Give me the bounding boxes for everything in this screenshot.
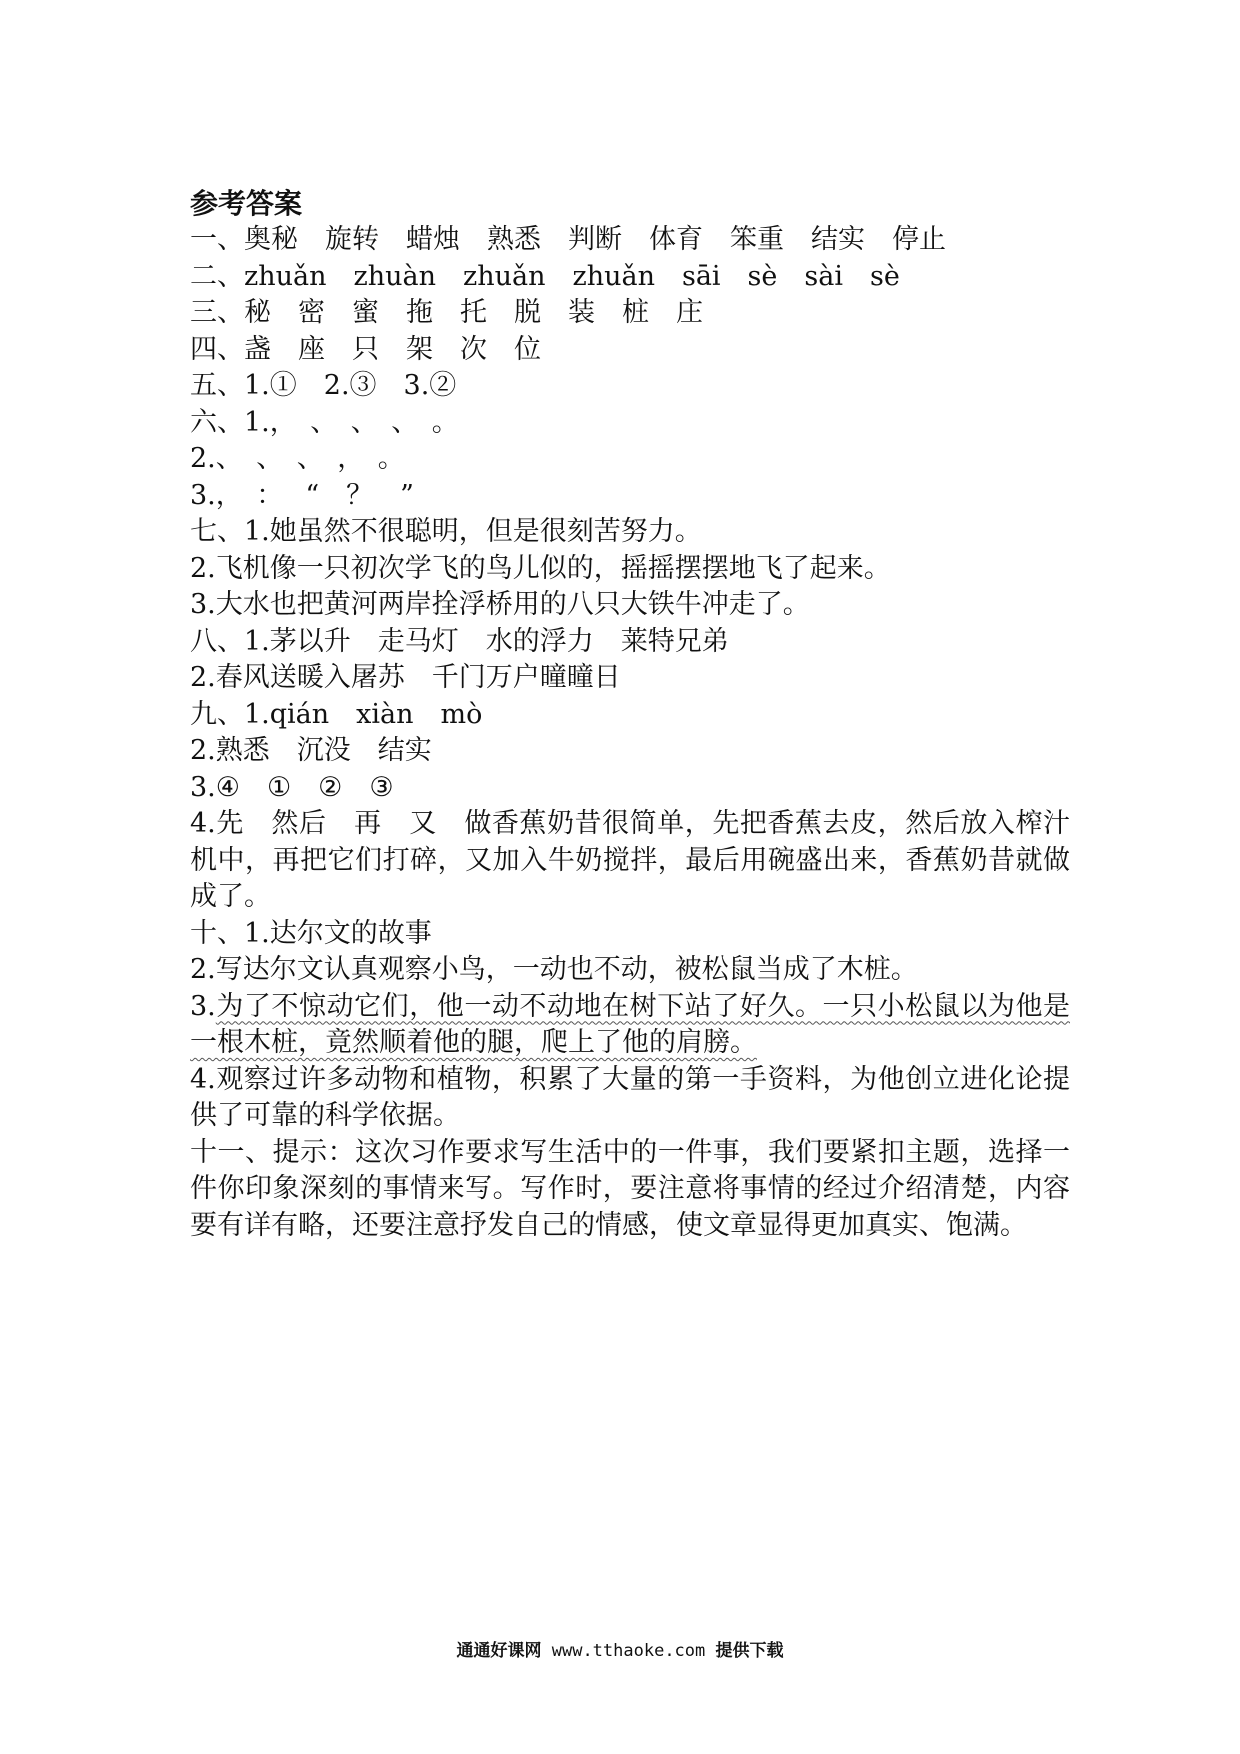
answer-paragraph: 十一、提示：这次习作要求写生活中的一件事，我们要紧扣主题，选择一件你印象深刻的事情来写。写作时，要注意将事情的经过介绍清楚，内容要有详有略，还要注意抒发自己的情感，使文章显得更加真实、饱满。 bbox=[190, 1136, 1070, 1241]
answer-line: 八、1.茅以升 走马灯 水的浮力 莱特兄弟 bbox=[190, 625, 729, 657]
answer-line: 五、1.① 2.③ 3.② bbox=[190, 370, 457, 401]
footer-url[interactable]: www.tthaoke.com bbox=[551, 1641, 706, 1661]
answer-paragraph: 4.观察过许多动物和植物，积累了大量的第一手资料，为他创立进化论提供了可靠的科学依据。 bbox=[190, 1063, 1070, 1131]
answer-line: 六、1.， 、 、 、 。 bbox=[190, 406, 459, 438]
answer-line: 2.飞机像一只初次学飞的鸟儿似的，摇摇摆摆地飞了起来。 bbox=[190, 552, 891, 584]
answer-line: 七、1.她虽然不很聪明，但是很刻苦努力。 bbox=[190, 516, 702, 547]
answer-line: 2.春风送暖入屠苏 千门万户曈曈日 bbox=[190, 662, 621, 693]
wavy-underlined-text: 为了不惊动它们，他一动不动地在树下站了好久。一只小松鼠以为他是一根木桩，竟然顺着他的腿，爬上了他的肩膀。 bbox=[190, 990, 1070, 1058]
answer-number: 3. bbox=[190, 990, 216, 1022]
answer-line: 十、1.达尔文的故事 bbox=[190, 917, 432, 949]
footer-suffix: 提供下载 bbox=[715, 1641, 784, 1661]
answer-key-body bbox=[190, 186, 1070, 1244]
answer-line: 2.写达尔文认真观察小鸟，一动也不动，被松鼠当成了木桩。 bbox=[190, 954, 918, 985]
answer-line: 二、zhuǎn zhuàn zhuǎn zhuǎn sāi sè sài sè bbox=[190, 260, 900, 292]
page-title: 参考答案 bbox=[190, 187, 303, 220]
answer-paragraph: 4.先 然后 再 又 做香蕉奶昔很简单，先把香蕉去皮，然后放入榨汁机中，再把它们打碎，又加入牛奶搅拌，最后用碗盛出来，香蕉奶昔就做成了。 bbox=[190, 808, 1070, 912]
answer-line: 一、奥秘 旋转 蜡烛 熟悉 判断 体育 笨重 结实 停止 bbox=[190, 224, 946, 255]
answer-line: 三、秘 密 蜜 拖 托 脱 装 桩 庄 bbox=[190, 297, 703, 328]
answer-paragraph-underlined bbox=[190, 989, 1070, 1062]
answer-line: 九、1.qián xiàn mò bbox=[190, 698, 483, 730]
answer-line: 2.熟悉 沉没 结实 bbox=[190, 735, 432, 766]
answer-line: 3.大水也把黄河两岸拴浮桥用的八只大铁牛冲走了。 bbox=[190, 589, 810, 620]
answer-line: 四、盏 座 只 架 次 位 bbox=[190, 333, 541, 365]
footer bbox=[0, 1636, 1240, 1661]
answer-line: 3.④ ① ② ③ bbox=[190, 771, 394, 803]
answer-line: 3.， ： “ ？ ” bbox=[190, 479, 414, 511]
footer-brand: 通通好课网 bbox=[456, 1641, 542, 1661]
answer-line: 2.、 、 、 ， 。 bbox=[190, 443, 405, 474]
